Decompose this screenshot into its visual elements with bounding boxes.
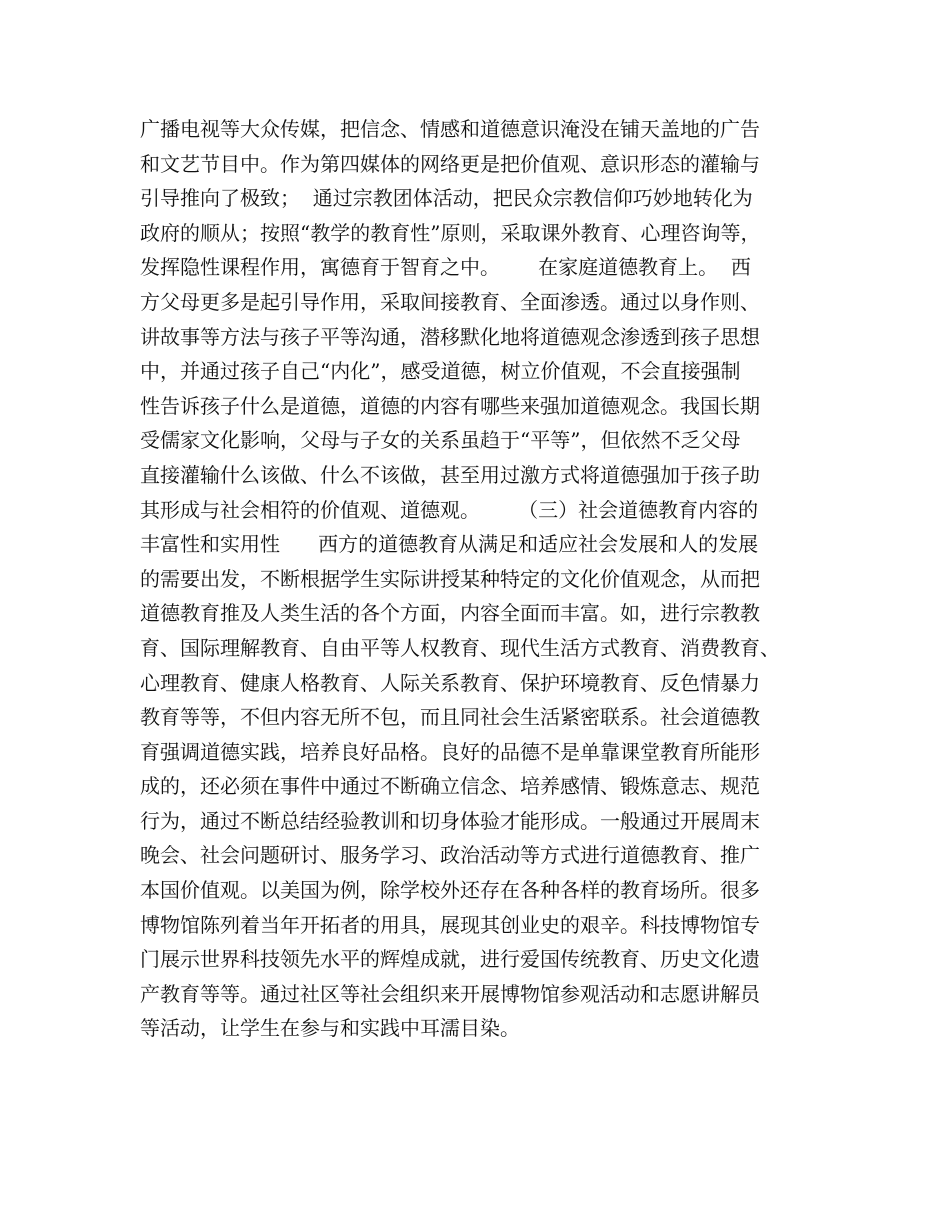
text-line: 直接灌输什么该做、什么不该做，甚至用过激方式将道德强加于孩子助: [140, 462, 760, 487]
text-line: 道德教育推及人类生活的各个方面，内容全面而丰富。如，进行宗教教: [140, 601, 760, 626]
text-line: 性告诉孩子什么是道德，道德的内容有哪些来强加道德观念。我国长期: [140, 393, 760, 418]
text-line: 政府的顺从；按照“教学的教育性”原则，采取课外教育、心理咨询等，: [140, 220, 761, 245]
text-line: 的需要出发，不断根据学生实际讲授某种特定的文化价值观念，从而把: [140, 566, 760, 591]
text-line: 受儒家文化影响，父母与子女的关系虽趋于“平等”，但依然不乏父母: [140, 428, 741, 453]
text-line: 行为，通过不断总结经验教训和切身体验才能形成。一般通过开展周末: [140, 808, 760, 833]
text-line: 丰富性和实用性 西方的道德教育从满足和适应社会发展和人的发展: [140, 532, 759, 557]
text-line: 等活动，让学生在参与和实践中耳濡目染。: [140, 1016, 520, 1041]
text-line: 门展示世界科技领先水平的辉煌成就，进行爱国传统教育、历史文化遗: [140, 947, 760, 972]
text-line: 中，并通过孩子自己“内化”，感受道德，树立价值观，不会直接强制: [140, 359, 741, 384]
text-line: 讲故事等方法与孩子平等沟通，潜移默化地将道德观念渗透到孩子思想: [140, 324, 760, 349]
text-line: 晚会、社会问题研讨、服务学习、政治活动等方式进行道德教育、推广: [140, 843, 760, 868]
body-text: [140, 112, 840, 1046]
text-line: 成的，还必须在事件中通过不断确立信念、培养感情、锻炼意志、规范: [140, 774, 760, 799]
text-line: 心理教育、健康人格教育、人际关系教育、保护环境教育、反色情暴力: [140, 670, 760, 695]
text-line: 博物馆陈列着当年开拓者的用具，展现其创业史的艰辛。科技博物馆专: [140, 912, 760, 937]
text-line: 方父母更多是起引导作用，采取间接教育、全面渗透。通过以身作则、: [140, 289, 760, 314]
text-line: 育、国际理解教育、自由平等人权教育、现代生活方式教育、消费教育、: [140, 635, 780, 660]
text-line: 发挥隐性课程作用，寓德育于智育之中。 在家庭道德教育上。 西: [140, 255, 751, 280]
text-line: 育强调道德实践，培养良好品格。良好的品德不是单靠课堂教育所能形: [140, 739, 760, 764]
text-line: 本国价值观。以美国为例，除学校外还存在各种各样的教育场所。很多: [140, 878, 760, 903]
text-line: 引导推向了极致； 通过宗教团体活动，把民众宗教信仰巧妙地转化为: [140, 186, 753, 211]
text-line: 和文艺节目中。作为第四媒体的网络更是把价值观、意识形态的灌输与: [140, 151, 760, 176]
text-line: 教育等等，不但内容无所不包，而且同社会生活紧密联系。社会道德教: [140, 705, 760, 730]
text-line: 产教育等等。通过社区等社会组织来开展博物馆参观活动和志愿讲解员: [140, 981, 760, 1006]
text-line: 广播电视等大众传媒，把信念、情感和道德意识淹没在铺天盖地的广告: [140, 117, 760, 141]
text-line: 其形成与社会相符的价值观、道德观。 （三）社会道德教育内容的: [140, 497, 759, 522]
